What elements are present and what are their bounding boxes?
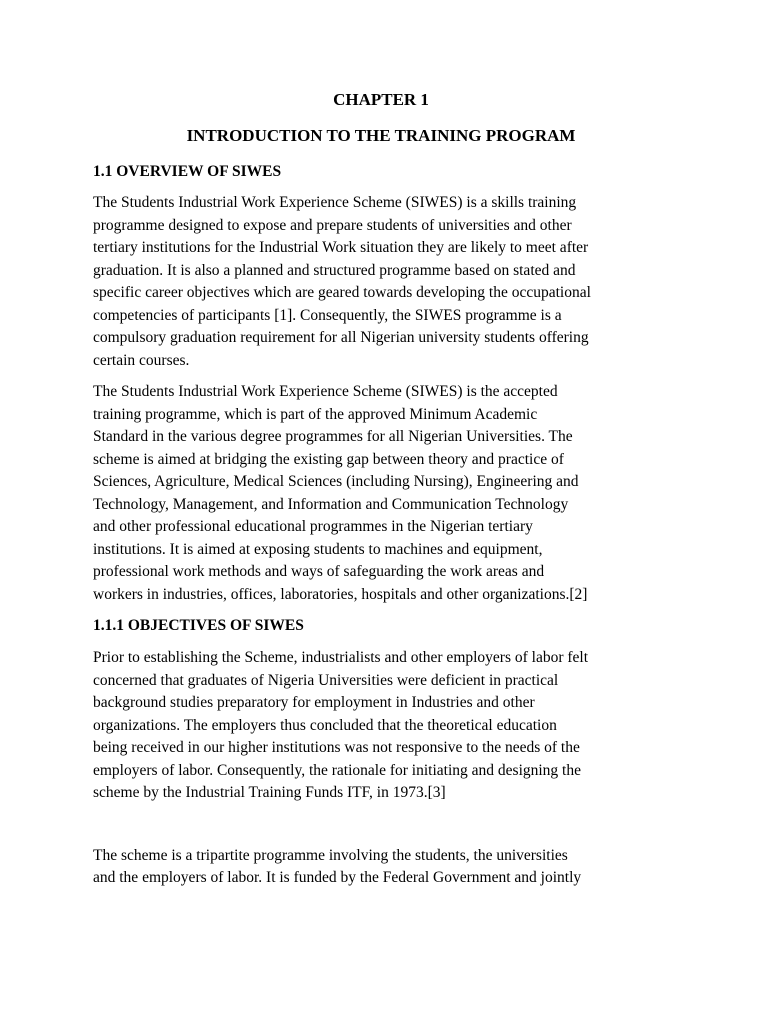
text-line: competencies of participants [1]. Consequently, the SIWES programme is a [93, 306, 562, 324]
text-line: specific career objectives which are geared towards developing the occupational [93, 284, 591, 301]
text-line: scheme by the Industrial Training Funds ITF, in 1973.[3] [93, 784, 446, 801]
text-line: The Students Industrial Work Experience Scheme (SIWES) is the accepted [93, 383, 558, 400]
text-line: and other professional educational programmes in the Nigerian tertiary [93, 518, 533, 535]
text-line: concerned that graduates of Nigeria Universities were deficient in practical [93, 671, 559, 689]
text-line: graduation. It is also a planned and structured programme based on stated and [93, 261, 576, 279]
document-page [93, 88, 673, 890]
text-line: workers in industries, offices, laboratories, hospitals and other organizations.[2] [93, 585, 588, 603]
paragraph-objectives-1 [93, 647, 673, 805]
text-line: and the employers of labor. It is funded by the Federal Government and jointly [93, 869, 582, 886]
paragraph-overview-1 [93, 192, 673, 372]
text-line: tertiary institutions for the Industrial Work situation they are likely to meet after [93, 239, 589, 256]
text-line: institutions. It is aimed at exposing students to machines and equipment, [93, 540, 543, 558]
page-title: INTRODUCTION TO THE TRAINING PROGRAM [186, 126, 576, 145]
text-line: Prior to establishing the Scheme, industrialists and other employers of labor felt [93, 649, 589, 666]
text-line: professional work methods and ways of safeguarding the work areas and [93, 563, 545, 580]
text-line: training programme, which is part of the approved Minimum Academic [93, 405, 538, 423]
text-line: scheme is aimed at bridging the existing gap between theory and practice of [93, 450, 564, 468]
text-line: background studies preparatory for employment in Industries and other [93, 694, 535, 711]
chapter-heading: CHAPTER 1 [333, 90, 429, 109]
text-line: employers of labor. Consequently, the rationale for initiating and designing the [93, 761, 581, 779]
text-line: Standard in the various degree programmes for all Nigerian Universities. The [93, 428, 573, 445]
section-heading-overview: 1.1 OVERVIEW OF SIWES [93, 163, 282, 180]
paragraph-objectives-2 [93, 845, 673, 890]
text-line: The scheme is a tripartite programme involving the students, the universities [93, 846, 568, 864]
text-line: Technology, Management, and Information and Communication Technology [93, 495, 569, 513]
paragraph-overview-2 [93, 381, 673, 606]
text-line: The Students Industrial Work Experience Scheme (SIWES) is a skills training [93, 194, 577, 211]
text-line: programme designed to expose and prepare students of universities and other [93, 216, 572, 234]
section-heading-objectives: 1.1.1 OBJECTIVES OF SIWES [93, 617, 304, 634]
text-line: Sciences, Agriculture, Medical Sciences (including Nursing), Engineering and [93, 473, 579, 490]
text-line: certain courses. [93, 351, 190, 369]
text-line: compulsory graduation requirement for all Nigerian university students offering [93, 329, 589, 346]
text-line: being received in our higher institutions was not responsive to the needs of the [93, 739, 580, 756]
text-line: organizations. The employers thus concluded that the theoretical education [93, 716, 557, 734]
